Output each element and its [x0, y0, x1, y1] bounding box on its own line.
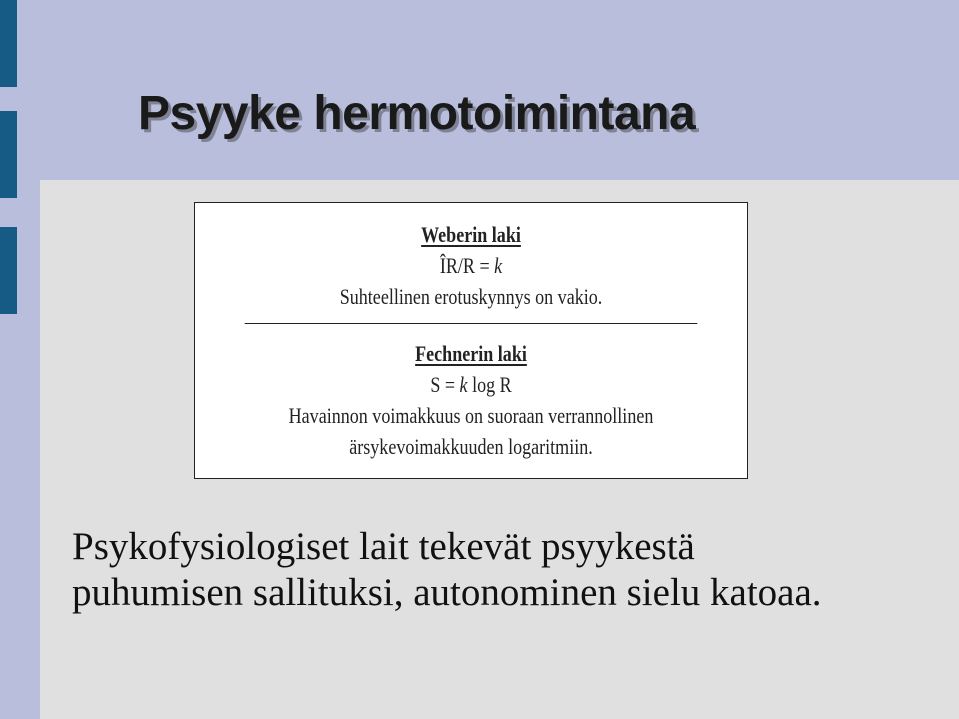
laws-table — [194, 202, 748, 479]
fechner-law-cell — [245, 324, 698, 478]
accent-bar-middle — [0, 111, 17, 198]
weber-law-name: Weberin laki — [421, 222, 521, 247]
fechner-law-formula — [245, 369, 698, 400]
fechner-law-description-line2: ärsykevoimakkuuden logaritmiin. — [349, 434, 593, 459]
fechner-formula-rhs: log R — [467, 372, 512, 397]
slide-title: Psyyke hermotoimintana — [138, 87, 696, 140]
fechner-formula-lhs: S = — [430, 372, 460, 397]
body-text-line2: puhumisen sallituksi, autonominen sielu katoaa. — [72, 571, 822, 614]
accent-bar-top — [0, 0, 17, 87]
body-text — [72, 524, 952, 616]
fechner-law-name: Fechnerin laki — [415, 341, 527, 366]
weber-law-formula — [245, 250, 698, 281]
weber-law-description: Suhteellinen erotuskynnys on vakio. — [339, 284, 603, 309]
weber-formula-lhs: ÎR/R = — [439, 253, 495, 278]
weber-formula-constant: k — [494, 253, 503, 278]
fechner-law-description-line1: Havainnon voimakkuus on suoraan verrannollinen — [288, 403, 654, 428]
fechner-formula-constant: k — [459, 372, 468, 397]
body-text-line1: Psykofysiologiset lait tekevät psyykestä — [72, 525, 695, 568]
weber-law-cell — [245, 203, 698, 324]
accent-bar-bottom — [0, 227, 17, 314]
